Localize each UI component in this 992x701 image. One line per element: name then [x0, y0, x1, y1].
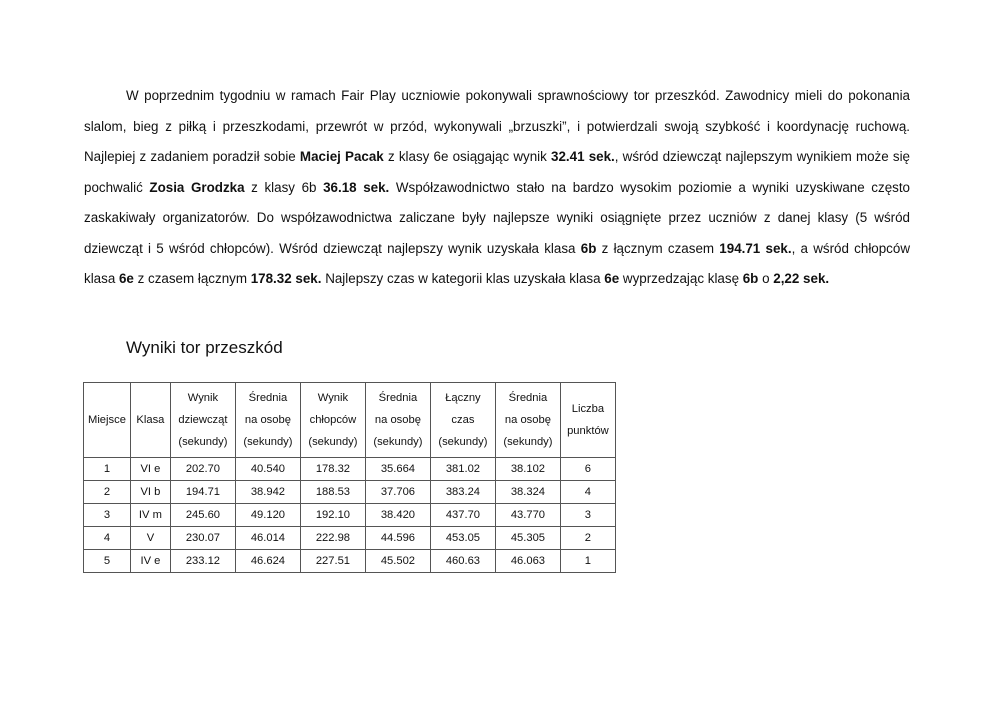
header-klasa: Klasa — [130, 383, 170, 458]
cell-wynik-dziewczat: 194.71 — [170, 481, 235, 504]
header-liczba-punktow — [560, 383, 615, 458]
cell-srednia-chlopcow: 44.596 — [365, 527, 430, 550]
cell-wynik-chlopcow: 222.98 — [300, 527, 365, 550]
cell-wynik-chlopcow: 192.10 — [300, 504, 365, 527]
bold-name-boy: Maciej Pacak — [299, 149, 384, 164]
cell-laczny-czas: 437.70 — [430, 504, 495, 527]
cell-wynik-dziewczat: 202.70 — [170, 458, 235, 481]
cell-srednia-dziewczat: 49.120 — [235, 504, 300, 527]
text-segment: z czasem łącznym — [133, 271, 251, 286]
header-line: chłopców — [309, 414, 357, 426]
cell-wynik-dziewczat: 233.12 — [170, 550, 235, 573]
bold-name-girl: Zosia Grodzka — [149, 179, 245, 195]
cell-wynik-dziewczat: 245.60 — [170, 504, 235, 527]
header-line: (sekundy) — [308, 436, 358, 448]
bold-time: 194.71 sek. — [719, 240, 792, 256]
cell-miejsce: 2 — [84, 481, 131, 504]
cell-srednia-chlopcow: 38.420 — [365, 504, 430, 527]
cell-srednia-dziewczat: 46.624 — [235, 550, 300, 573]
cell-laczny-czas: 453.05 — [430, 527, 495, 550]
cell-punkty: 6 — [560, 458, 615, 481]
header-srednia-laczna — [495, 383, 560, 458]
header-laczny-czas — [430, 383, 495, 458]
text-segment: Współzawodnictwo stało na bardzo wysokim poziomie a wyniki uzyskiwane często zaskakiwały organizatorów. Do współzawodnictwa zaliczane były najlepsze wyniki osiągnięte przez uczniów z danej klasy (5 wśród dziewcząt i 5 wśród chłopców). Wśród dziewcząt najlepszy wynik uzyskała klasa — [84, 179, 911, 256]
cell-wynik-chlopcow: 227.51 — [300, 550, 365, 573]
header-line: (sekundy) — [373, 436, 423, 448]
cell-srednia-laczna: 45.305 — [495, 527, 560, 550]
text-segment: z łącznym czasem — [596, 240, 720, 256]
text-segment: z klasy 6b — [244, 179, 324, 195]
section-heading: Wyniki tor przeszkód — [126, 338, 283, 357]
text-segment: o — [758, 271, 774, 286]
header-line: na osobę — [374, 414, 421, 426]
header-line: Liczba — [571, 403, 605, 415]
header-line: (sekundy) — [438, 436, 488, 448]
cell-klasa: IV e — [130, 550, 170, 573]
cell-klasa: IV m — [130, 504, 170, 527]
table-row — [84, 527, 616, 550]
header-line: Średnia — [248, 392, 288, 404]
cell-srednia-dziewczat: 38.942 — [235, 481, 300, 504]
header-line: Wynik — [317, 392, 349, 404]
header-line: (sekundy) — [503, 436, 553, 448]
text-segment: z klasy 6e osiągając wynik — [383, 149, 552, 164]
cell-srednia-laczna: 38.324 — [495, 481, 560, 504]
cell-srednia-chlopcow: 35.664 — [365, 458, 430, 481]
table-row — [84, 550, 616, 573]
header-wynik-dziewczat — [170, 383, 235, 458]
cell-klasa: VI b — [130, 481, 170, 504]
text-segment: Najlepszy czas w kategorii klas uzyskała klasa — [321, 271, 605, 286]
table-row — [84, 504, 616, 527]
header-line: Wynik — [187, 392, 219, 404]
cell-miejsce: 3 — [84, 504, 131, 527]
cell-srednia-dziewczat: 40.540 — [235, 458, 300, 481]
cell-srednia-chlopcow: 37.706 — [365, 481, 430, 504]
bold-class: 6b — [742, 271, 759, 286]
header-line: na osobę — [504, 414, 551, 426]
table-row — [84, 481, 616, 504]
bold-time: 178.32 sek. — [250, 271, 322, 286]
text-segment: W poprzednim tygodniu w ramach Fair Play uczniowie pokonywali sprawnościowy tor przeszkód. Zawodnicy mieli do pokonania slalom, bieg z piłką i przeszkodami, przewrót w przód, wykonywali „brzuszki”, i potwierdzali swoją szybkość i koordynację ruchową. Najlepiej z zadaniem poradził sobie — [84, 88, 910, 164]
text-segment: wyprzedzając klasę — [619, 271, 743, 286]
header-line: dziewcząt — [178, 414, 228, 426]
cell-laczny-czas: 383.24 — [430, 481, 495, 504]
header-wynik-chlopcow — [300, 383, 365, 458]
cell-klasa: VI e — [130, 458, 170, 481]
cell-srednia-laczna: 38.102 — [495, 458, 560, 481]
bold-class: 6e — [118, 271, 134, 286]
bold-time-diff: 2,22 sek. — [773, 271, 830, 286]
header-line: Średnia — [378, 392, 418, 404]
text-segment: , a wśród chłopców klasa — [84, 240, 910, 286]
bold-time-boy: 32.41 sek. — [551, 149, 615, 164]
cell-wynik-chlopcow: 178.32 — [300, 458, 365, 481]
cell-srednia-laczna: 46.063 — [495, 550, 560, 573]
cell-miejsce: 5 — [84, 550, 131, 573]
header-miejsce: Miejsce — [84, 383, 131, 458]
results-table — [83, 382, 616, 573]
cell-srednia-laczna: 43.770 — [495, 504, 560, 527]
header-srednia-dziewczat — [235, 383, 300, 458]
cell-punkty: 2 — [560, 527, 615, 550]
bold-class: 6b — [580, 240, 597, 256]
header-line: (sekundy) — [243, 436, 293, 448]
cell-srednia-chlopcow: 45.502 — [365, 550, 430, 573]
text-segment: , wśród dziewcząt najlepszym wynikiem może się pochwalić — [84, 149, 910, 195]
intro-paragraph — [84, 81, 910, 295]
bold-class: 6e — [604, 271, 620, 286]
cell-punkty: 4 — [560, 481, 615, 504]
header-line: czas — [451, 414, 475, 426]
table-row — [84, 458, 616, 481]
cell-punkty: 3 — [560, 504, 615, 527]
cell-srednia-dziewczat: 46.014 — [235, 527, 300, 550]
cell-wynik-dziewczat: 230.07 — [170, 527, 235, 550]
table-header-row — [84, 383, 616, 458]
bold-time-girl: 36.18 sek. — [323, 179, 390, 195]
header-line: Średnia — [508, 392, 548, 404]
header-line: punktów — [567, 425, 609, 437]
cell-miejsce: 1 — [84, 458, 131, 481]
cell-wynik-chlopcow: 188.53 — [300, 481, 365, 504]
cell-laczny-czas: 381.02 — [430, 458, 495, 481]
header-line: na osobę — [244, 414, 291, 426]
cell-laczny-czas: 460.63 — [430, 550, 495, 573]
cell-klasa: V — [130, 527, 170, 550]
header-srednia-chlopcow — [365, 383, 430, 458]
cell-punkty: 1 — [560, 550, 615, 573]
header-line: Łączny — [445, 392, 481, 404]
cell-miejsce: 4 — [84, 527, 131, 550]
header-line: (sekundy) — [178, 436, 228, 448]
